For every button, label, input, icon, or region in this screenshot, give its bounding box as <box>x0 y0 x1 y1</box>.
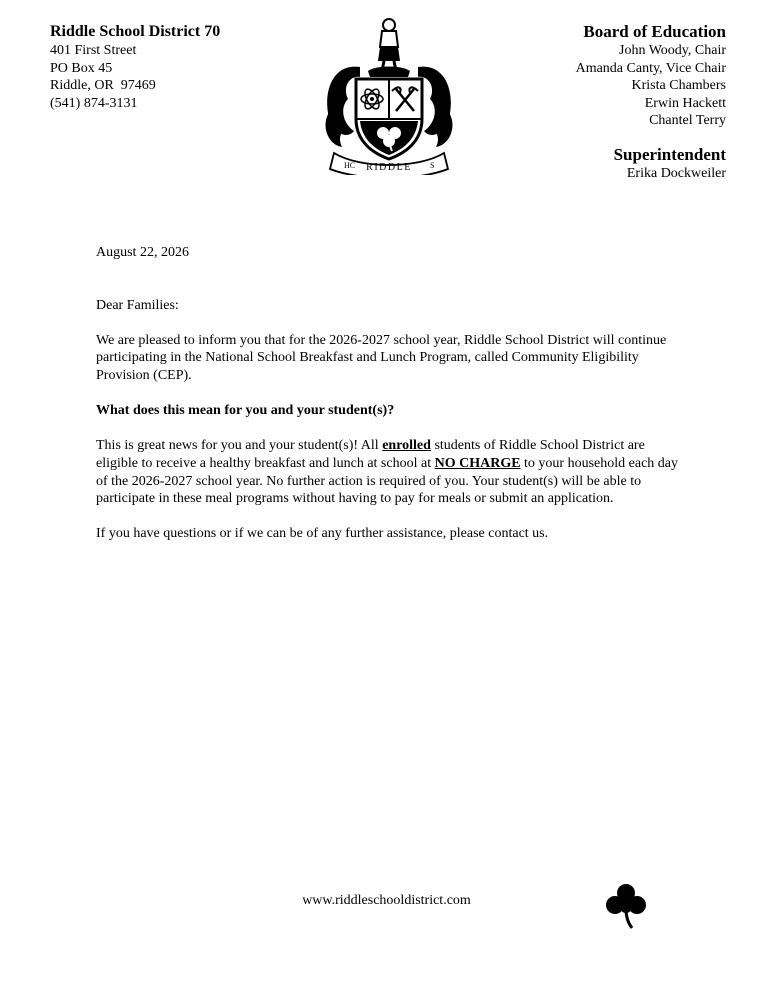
board-title: Board of Education <box>583 22 726 41</box>
school-crest-icon <box>320 15 458 175</box>
letter-question: What does this mean for you and your student(s)? <box>96 403 395 419</box>
board-member: Erwin Hackett <box>644 95 726 111</box>
board-member: Amanda Canty, Vice Chair <box>575 60 726 76</box>
crest-left-letters: HC <box>344 161 356 170</box>
superintendent-name: Erika Dockweiler <box>626 165 726 181</box>
footer-website-link[interactable]: www.riddleschooldistrict.com <box>302 893 471 908</box>
para2-text-c: to your household each day of the 2026-2027 school year. No further action is required of you. Your student(s) will be able to participate in these meal programs without having to pay for meals or submit an application. <box>96 455 679 507</box>
board-member: Chantel Terry <box>649 113 726 128</box>
board-member: Krista Chambers <box>631 78 726 93</box>
district-info <box>50 22 220 112</box>
board-member: John Woody, Chair <box>619 43 726 58</box>
letter-paragraph-1: We are pleased to inform you that for the 2026-2027 school year, Riddle School District will continue participating in the National School Breakfast and Lunch Program, called Community Eligibility Provision (CEP). <box>96 332 667 383</box>
district-po-box: PO Box 45 <box>50 60 113 76</box>
district-city: Riddle, OR 97469 <box>50 78 156 93</box>
letter-body <box>96 244 686 561</box>
no-charge-emphasis: NO CHARGE <box>434 455 521 471</box>
letter-closing: If you have questions or if we can be of any further assistance, please contact us. <box>96 526 549 542</box>
district-street: 401 First Street <box>50 43 137 58</box>
letter-salutation: Dear Families: <box>96 297 179 313</box>
shamrock-icon <box>604 883 648 929</box>
para2-text-b: students of Riddle School District are eligible to receive a healthy breakfast and lunch at school at <box>96 438 645 471</box>
letter-date: August 22, 2026 <box>96 245 189 260</box>
enrolled-emphasis: enrolled <box>382 438 431 454</box>
crest-right-letter: S <box>430 161 435 170</box>
para2-text-a: This is great news for you and your student(s)! All <box>96 438 383 454</box>
board-info <box>576 22 726 182</box>
district-name: Riddle School District 70 <box>50 23 221 40</box>
letter-paragraph-2 <box>96 437 686 507</box>
district-phone: (541) 874-3131 <box>50 95 138 111</box>
crest-banner-text: RIDDLE <box>366 162 412 173</box>
superintendent-title: Superintendent <box>613 144 726 164</box>
